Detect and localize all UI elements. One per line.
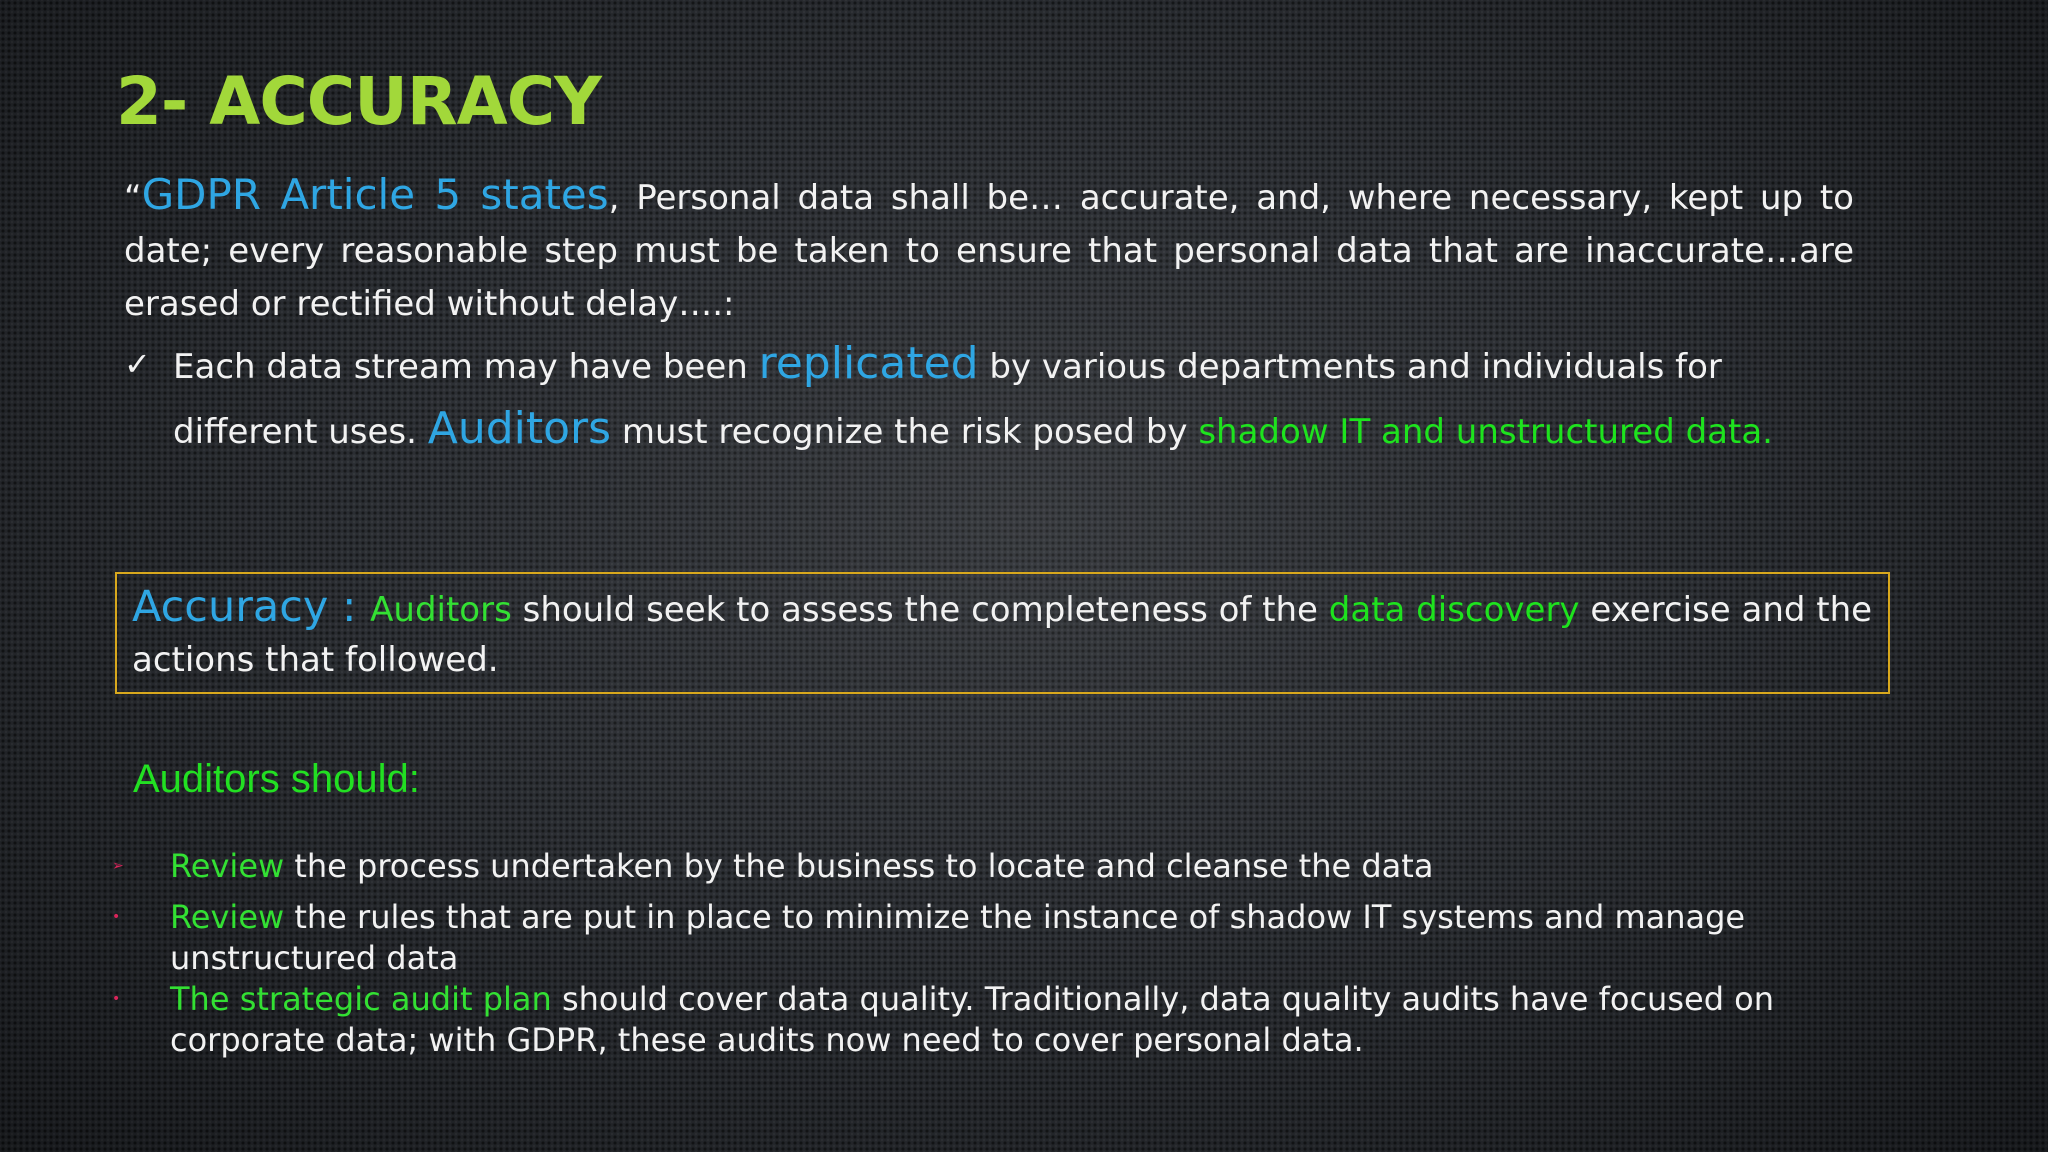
quote-text: , Personal data shall be… accurate, and, where necessary, kept up to date; every reasonable step must be taken to ensure that personal data that are inaccurate…are erased or rectified without delay…. — [124, 178, 1854, 324]
replication-bullet — [124, 333, 1864, 463]
dot-bullet-icon: • — [112, 991, 121, 1007]
replication-text-part2: by various departments and individuals for different uses. — [173, 347, 1722, 452]
list-item — [112, 897, 1812, 979]
auditor-actions-list — [112, 846, 1812, 1061]
accuracy-definition-box — [115, 572, 1890, 694]
accuracy-text-part2: exercise and the actions that followed. — [132, 590, 1873, 680]
list-item — [112, 979, 1812, 1061]
list-item-highlight: Review — [170, 898, 285, 936]
replicated-highlight: replicated — [758, 338, 979, 389]
list-item-text: should cover data quality. Traditionally, data quality audits have focused on corporate data; with GDPR, these audits now need to cover personal data. — [170, 980, 1775, 1059]
shadow-it-highlight: shadow IT and unstructured data. — [1198, 412, 1773, 452]
auditors-should-heading: Auditors should: — [133, 757, 420, 801]
replication-text-part1: Each data stream may have been — [173, 347, 759, 387]
list-item-text: the process undertaken by the business to locate and cleanse the data — [284, 847, 1434, 885]
replication-bullet-text — [124, 333, 1864, 463]
replication-text-part3: must recognize the risk posed by — [611, 412, 1199, 452]
list-item-highlight: The strategic audit plan — [170, 980, 552, 1018]
quote-open-mark: “ — [124, 178, 142, 218]
list-item — [112, 846, 1812, 887]
quote-end-mark: : — [723, 284, 735, 324]
gdpr-quote-paragraph — [124, 168, 1854, 331]
data-discovery-highlight: data discovery — [1328, 590, 1580, 630]
list-item-text: the rules that are put in place to minimize the instance of shadow IT systems and manage unstructured data — [170, 898, 1746, 977]
accuracy-auditors-highlight: Auditors — [370, 590, 512, 630]
auditors-highlight: Auditors — [427, 403, 612, 454]
arrow-bullet-icon: ➢ — [112, 858, 124, 874]
list-item-highlight: Review — [170, 847, 285, 885]
dot-bullet-icon: • — [112, 909, 121, 925]
quote-lead-highlight: GDPR Article 5 states — [141, 170, 609, 219]
slide-title: 2- ACCURACY — [116, 63, 601, 140]
accuracy-box-label: Accuracy : — [132, 582, 371, 632]
accuracy-text-part1: should seek to assess the completeness of the — [511, 590, 1329, 630]
check-mark-icon: ✓ — [124, 345, 151, 383]
